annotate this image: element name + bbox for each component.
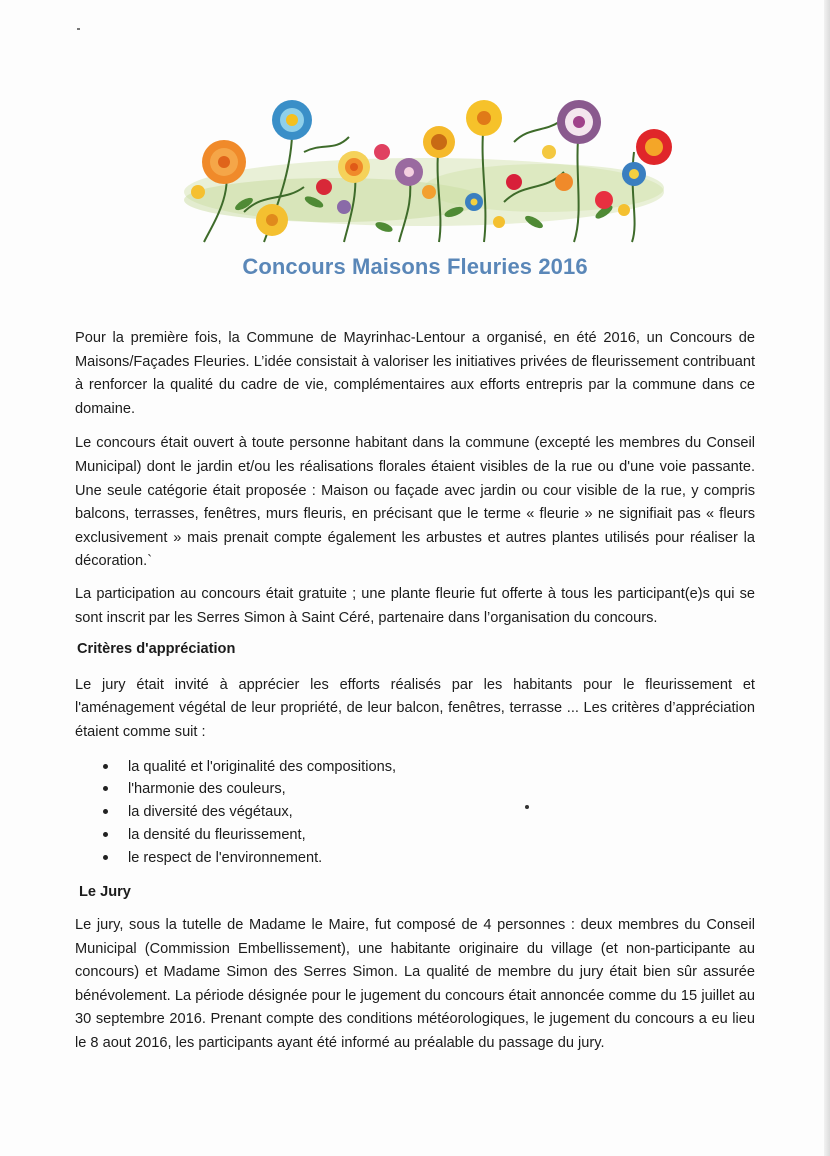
criteria-list-item	[75, 801, 755, 824]
document-body	[75, 327, 755, 1056]
scan-mark	[77, 28, 80, 30]
bullet-icon	[103, 809, 108, 814]
criteria-heading: Critères d'appréciation	[77, 641, 236, 658]
criteria-list-item	[75, 756, 755, 779]
intro-paragraph: Pour la première fois, la Commune de Mayrinhac-Lentour a organisé, en été 2016, un Concours de Maisons/Façades Fleuries. L’idée consistait à valoriser les initiatives privées de fleurissement contribuant à renforcer la qualité du cadre de vie, complémentaires aux efforts entrepris par la commune dans ce domaine.	[75, 330, 755, 417]
criteria-text: la densité du fleurissement,	[128, 826, 306, 843]
criteria-list-item	[75, 824, 755, 847]
criteria-list	[75, 756, 755, 870]
criteria-text: l'harmonie des couleurs,	[128, 781, 286, 798]
scan-speck	[525, 805, 529, 809]
eligibility-paragraph: Le concours était ouvert à toute personne habitant dans la commune (excepté les membres du Conseil Municipal) dont le jardin et/ou les réalisations florales étaient visibles de la rue ou d'une voie passante. Une seule catégorie était proposée : Maison ou façade avec jardin ou cour visible de la rue, y compris balcons, terrasses, fenêtres, murs fleuris, en précisant que le terme « fleurie » ne signifiait pas « fleurs exclusivement » mais prenait compte également les arbustes et autres plantes utilisés pour réaliser la décoration.`	[75, 435, 755, 570]
criteria-text: la diversité des végétaux,	[128, 804, 293, 821]
bullet-icon	[103, 764, 108, 769]
page-title: Concours Maisons Fleuries 2016	[242, 254, 588, 279]
participation-paragraph: La participation au concours était gratuite ; une plante fleurie fut offerte à tous les participant(e)s qui se sont inscrit par les Serres Simon à Saint Céré, partenaire dans l’organisation du concours.	[75, 585, 755, 626]
criteria-text: la qualité et l'originalité des compositions,	[128, 758, 397, 775]
scan-edge	[824, 0, 830, 1156]
criteria-text: le respect de l'environnement.	[128, 849, 323, 866]
jury-heading: Le Jury	[79, 884, 131, 901]
jury-paragraph: Le jury, sous la tutelle de Madame le Maire, fut composé de 4 personnes : deux membres du Conseil Municipal (Commission Embellissement), une habitante originaire du village (et non-participante au concours) et Madame Simon des Serres Simon. La qualité de membre du jury était bien sûr assurée bénévolement. La période désignée pour le jugement du concours était annoncée comme du 15 juillet au 30 septembre 2016. Prenant compte des conditions météorologiques, le jugement du concours a eu lieu le 8 aout 2016, les participants ayant été informé au préalable du passage du jury.	[75, 917, 755, 1052]
bullet-icon	[103, 786, 108, 791]
criteria-list-item	[75, 847, 755, 870]
bullet-icon	[103, 855, 108, 860]
flower-banner-illustration	[184, 92, 676, 248]
criteria-intro-paragraph: Le jury était invité à apprécier les efforts réalisés par les habitants pour le fleurissement et l'aménagement végétal de leur propriété, de leur balcon, fenêtres, terrasse ... Les critères d’appréciation étaient comme suit :	[75, 676, 755, 740]
bullet-icon	[103, 832, 108, 837]
criteria-list-item	[75, 778, 755, 801]
